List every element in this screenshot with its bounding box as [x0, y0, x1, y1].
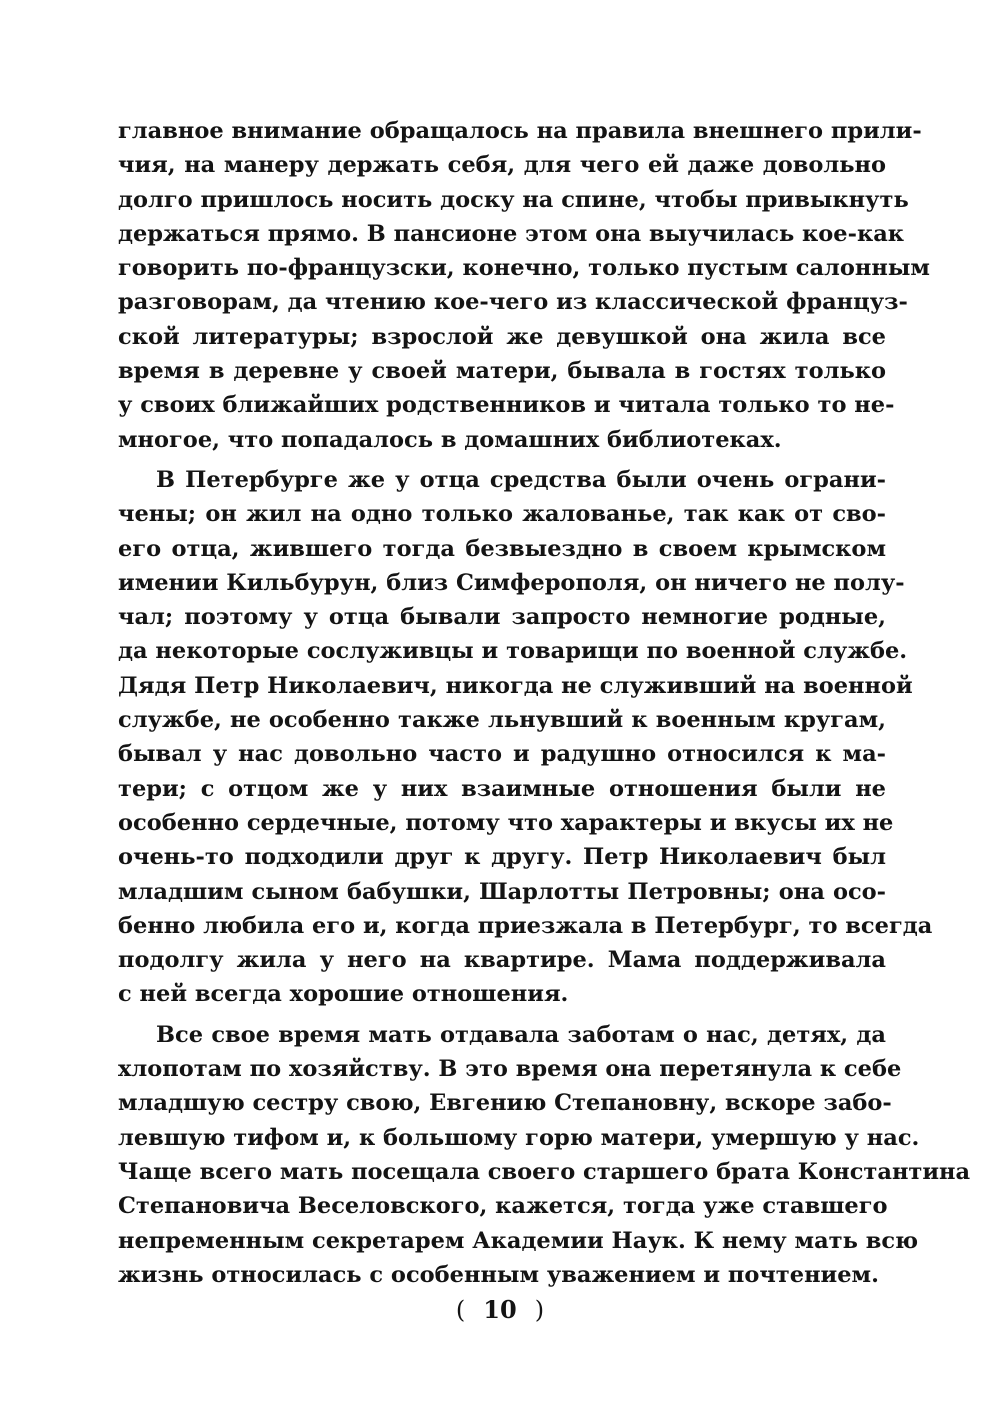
text-line: имении Кильбурун, близ Симферополя, он ничего не полу-: [118, 569, 905, 596]
text-line: подолгу жила у него на квартире. Мама поддерживала: [118, 947, 886, 974]
text-line: непременным секретарем Академии Наук. К нему мать всю: [118, 1227, 919, 1254]
text-line: главное внимание обращалось на правила внешнего прили-: [118, 118, 922, 144]
text-line: держаться прямо. В пансионе этом она выучилась кое-как: [118, 220, 905, 247]
page-number-value: 10: [483, 1295, 517, 1324]
text-line: разговорам, да чтению кое-чего из классической француз-: [118, 289, 908, 316]
text-line: Чаще всего мать посещала своего старшего брата Константина: [118, 1158, 971, 1185]
text-line: чал; поэтому у отца бывали запросто немногие родные,: [118, 604, 886, 631]
text-line: чия, на манеру держать себя, для чего ей даже довольно: [118, 152, 886, 179]
text-line: долго пришлось носить доску на спине, чтобы привыкнуть: [118, 186, 909, 213]
page-number-close-paren: ): [534, 1296, 545, 1324]
text-line: хлопотам по хозяйству. В это время она перетянула к себе: [118, 1056, 902, 1083]
text-line: Степановича Веселовского, кажется, тогда уже ставшего: [118, 1193, 888, 1220]
paragraph-1: [118, 114, 930, 457]
text-line: бенно любила его и, когда приезжала в Петербург, то всегда: [118, 912, 933, 939]
text-line: младшим сыном бабушки, Шарлотты Петровны; она осо-: [118, 878, 886, 905]
paragraph-3: [118, 1018, 971, 1292]
text-line: жизнь относилась с особенным уважением и почтением.: [118, 1261, 879, 1288]
text-line: чены; он жил на одно только жалованье, так как от сво-: [118, 501, 886, 528]
text-line: многое, что попадалось в домашних библиотеках.: [118, 426, 782, 453]
text-line: Дядя Петр Николаевич, никогда не служивший на военной: [118, 672, 913, 699]
text-line: очень-то подходили друг к другу. Петр Николаевич был: [118, 844, 886, 871]
text-line: В Петербурге же у отца средства были очень ограни-: [156, 466, 886, 493]
text-line: тери; с отцом же у них взаимные отношения были не: [118, 775, 886, 802]
text-line: да некоторые сослуживцы и товарищи по военной службе.: [118, 638, 908, 665]
text-line: время в деревне у своей матери, бывала в гостях только: [118, 358, 886, 385]
paragraph-2: [118, 463, 933, 1012]
text-line: службе, не особенно также льнувший к военным кругам,: [118, 707, 886, 734]
text-line: ской литературы; взрослой же девушкой она жила все: [118, 323, 886, 350]
text-line: левшую тифом и, к большому горю матери, умершую у нас.: [118, 1124, 920, 1151]
page-number: [0, 1292, 1000, 1328]
text-line: говорить по-французски, конечно, только пустым салонным: [118, 255, 930, 282]
text-line: бывал у нас довольно часто и радушно относился к ма-: [118, 741, 886, 768]
text-line: особенно сердечные, потому что характеры и вкусы их не: [118, 809, 894, 836]
page-number-open-paren: (: [455, 1296, 466, 1324]
text-line: у своих ближайших родственников и читала только то не-: [118, 392, 895, 419]
text-line: младшую сестру свою, Евгению Степановну, вскоре забо-: [118, 1090, 892, 1117]
body-text: [118, 114, 971, 1292]
text-line: с ней всегда хорошие отношения.: [118, 981, 569, 1008]
text-line: его отца, жившего тогда безвыездно в своем крымском: [118, 535, 886, 562]
text-line: Все свое время мать отдавала заботам о нас, детях, да: [156, 1021, 886, 1048]
